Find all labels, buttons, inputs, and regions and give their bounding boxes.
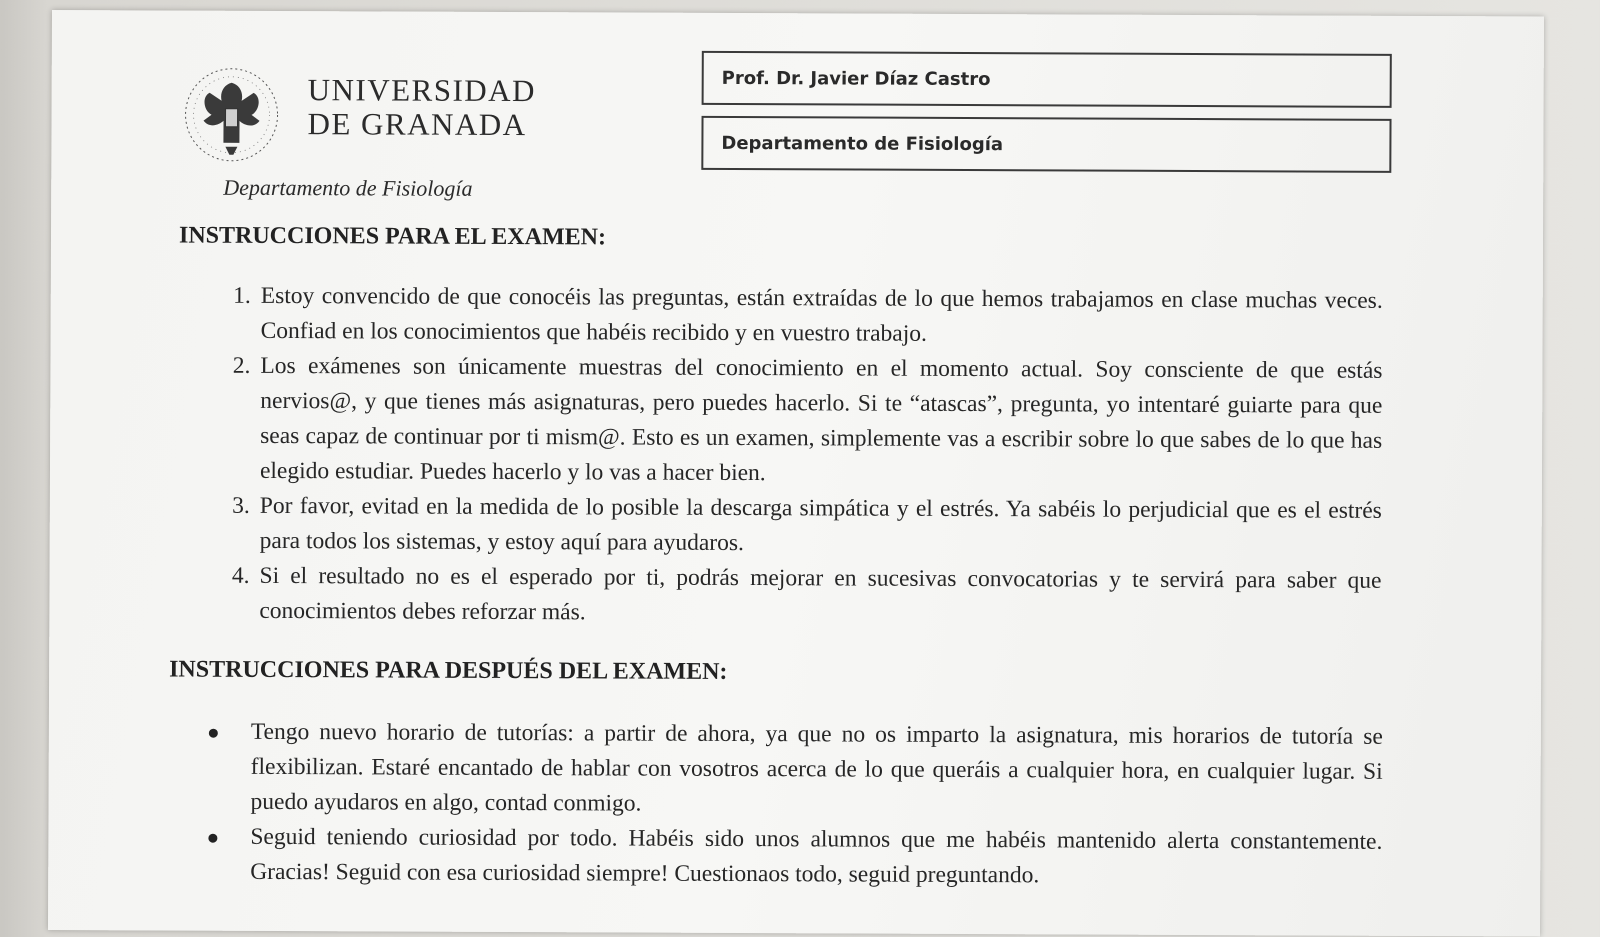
exam-sheet <box>48 10 1544 937</box>
item-text: Los exámenes son únicamente muestras del conocimiento en el momento actual. Soy consciente de que estás nervios@, y que tienes más asignaturas, pero puedes hacerlo. Si te “atascas”, pregunta, yo intentaré guiarte para que seas capaz de continuar por ti mism@. Esto es un examen, simplemente vas a escribir sobre lo que sabes de lo que has elegido estudiar. Puedes hacerlo y lo vas a hacer bien. <box>259 352 1383 487</box>
list-item <box>204 820 1382 895</box>
item-text: Por favor, evitad en la medida de lo posible la descarga simpática y el estrés. Ya sabéis lo perjudicial que es el estrés para todos los sistemas, y estoy aquí para ayudaros. <box>259 492 1382 557</box>
department-subtitle: Departamento de Fisiología <box>223 174 473 201</box>
section-heading-exam: INSTRUCCIONES PARA EL EXAMEN: <box>178 222 607 251</box>
section-heading-after-exam: INSTRUCCIONES PARA DESPUÉS DEL EXAMEN: <box>169 656 728 685</box>
list-item <box>212 489 1382 564</box>
university-name <box>307 73 536 142</box>
bullet-icon <box>209 729 218 738</box>
item-text: Tengo nuevo horario de tutorías: a partir de ahora, ya que no os imparto la asignatura, mis horarios de tutoría se flexibilizan. Estaré encantado de hablar con vosotros acerca de lo que queráis a cualquier hora, en cualquier lugar. Si puedo ayudaros en algo, contad conmigo. <box>250 718 1383 817</box>
after-exam-instructions-list <box>204 715 1383 895</box>
professor-box <box>702 51 1392 108</box>
professor-name: Prof. Dr. Javier Díaz Castro <box>721 67 991 90</box>
university-name-line1: UNIVERSIDAD <box>307 72 537 109</box>
item-number: 1. <box>233 282 251 309</box>
department-box <box>701 116 1391 173</box>
bullet-icon <box>208 834 217 843</box>
list-item <box>212 349 1383 494</box>
exam-instructions-list <box>211 279 1383 634</box>
list-item <box>211 559 1381 634</box>
list-item <box>204 715 1382 825</box>
list-item <box>213 279 1383 354</box>
item-number: 3. <box>232 492 250 519</box>
university-name-line2: DE GRANADA <box>307 106 527 143</box>
item-number: 2. <box>232 352 251 379</box>
item-number: 4. <box>231 562 250 589</box>
item-text: Estoy convencido de que conocéis las preguntas, están extraídas de lo que hemos trabajamos en clase muchas veces. Confiad en los conocimientos que habéis recibido y en vuestro trabajo. <box>260 282 1383 347</box>
university-crest-icon <box>179 63 289 167</box>
department-name: Departamento de Fisiología <box>721 132 1004 155</box>
item-text: Si el resultado no es el esperado por ti, podrás mejorar en sucesivas convocatorias y te servirá para saber que conocimientos debes reforzar más. <box>259 562 1382 626</box>
item-text: Seguid teniendo curiosidad por todo. Habéis sido unos alumnos que me habéis mantenido alerta constantemente. Gracias! Seguid con esa curiosidad siempre! Cuestionaos todo, seguid preguntando. <box>250 823 1383 889</box>
